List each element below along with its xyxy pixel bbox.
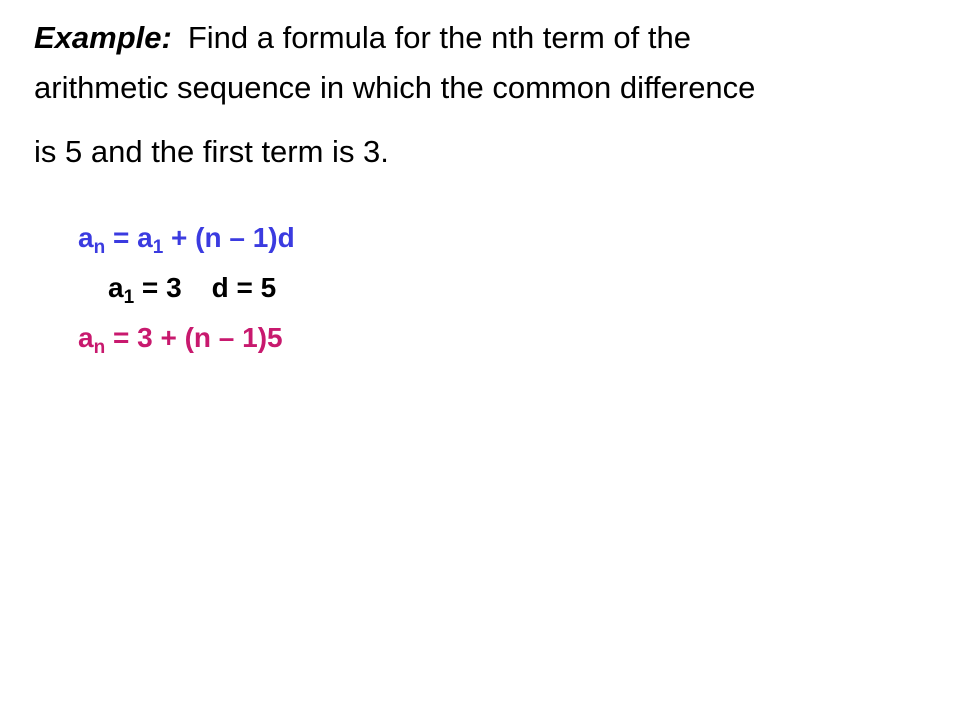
general-lhs-sub: n — [93, 237, 106, 258]
substituted-rest: = 3 + (n – 1)5 — [105, 322, 283, 353]
given-d: d = 5 — [211, 272, 277, 303]
substituted-lhs-var: a — [78, 322, 94, 353]
given-a-value: = 3 — [134, 272, 182, 303]
problem-line-2: arithmetic sequence in which the common difference — [34, 70, 756, 105]
general-term1-sub: 1 — [152, 237, 164, 258]
problem-text-1: Find a formula for the nth term of the — [187, 20, 691, 55]
problem-line-1 — [34, 20, 691, 56]
general-formula — [78, 222, 295, 258]
given-a-sub: 1 — [123, 287, 135, 308]
general-eq: = — [105, 222, 138, 253]
general-lhs-var: a — [78, 222, 94, 253]
given-a-var: a — [108, 272, 124, 303]
problem-line-3: is 5 and the first term is 3. — [34, 134, 389, 169]
general-term1-var: a — [137, 222, 153, 253]
example-label: Example: — [34, 20, 172, 55]
substituted-formula — [78, 322, 283, 358]
substituted-lhs-sub: n — [93, 337, 106, 358]
given-values — [108, 272, 277, 308]
general-rest: + (n – 1)d — [163, 222, 295, 253]
